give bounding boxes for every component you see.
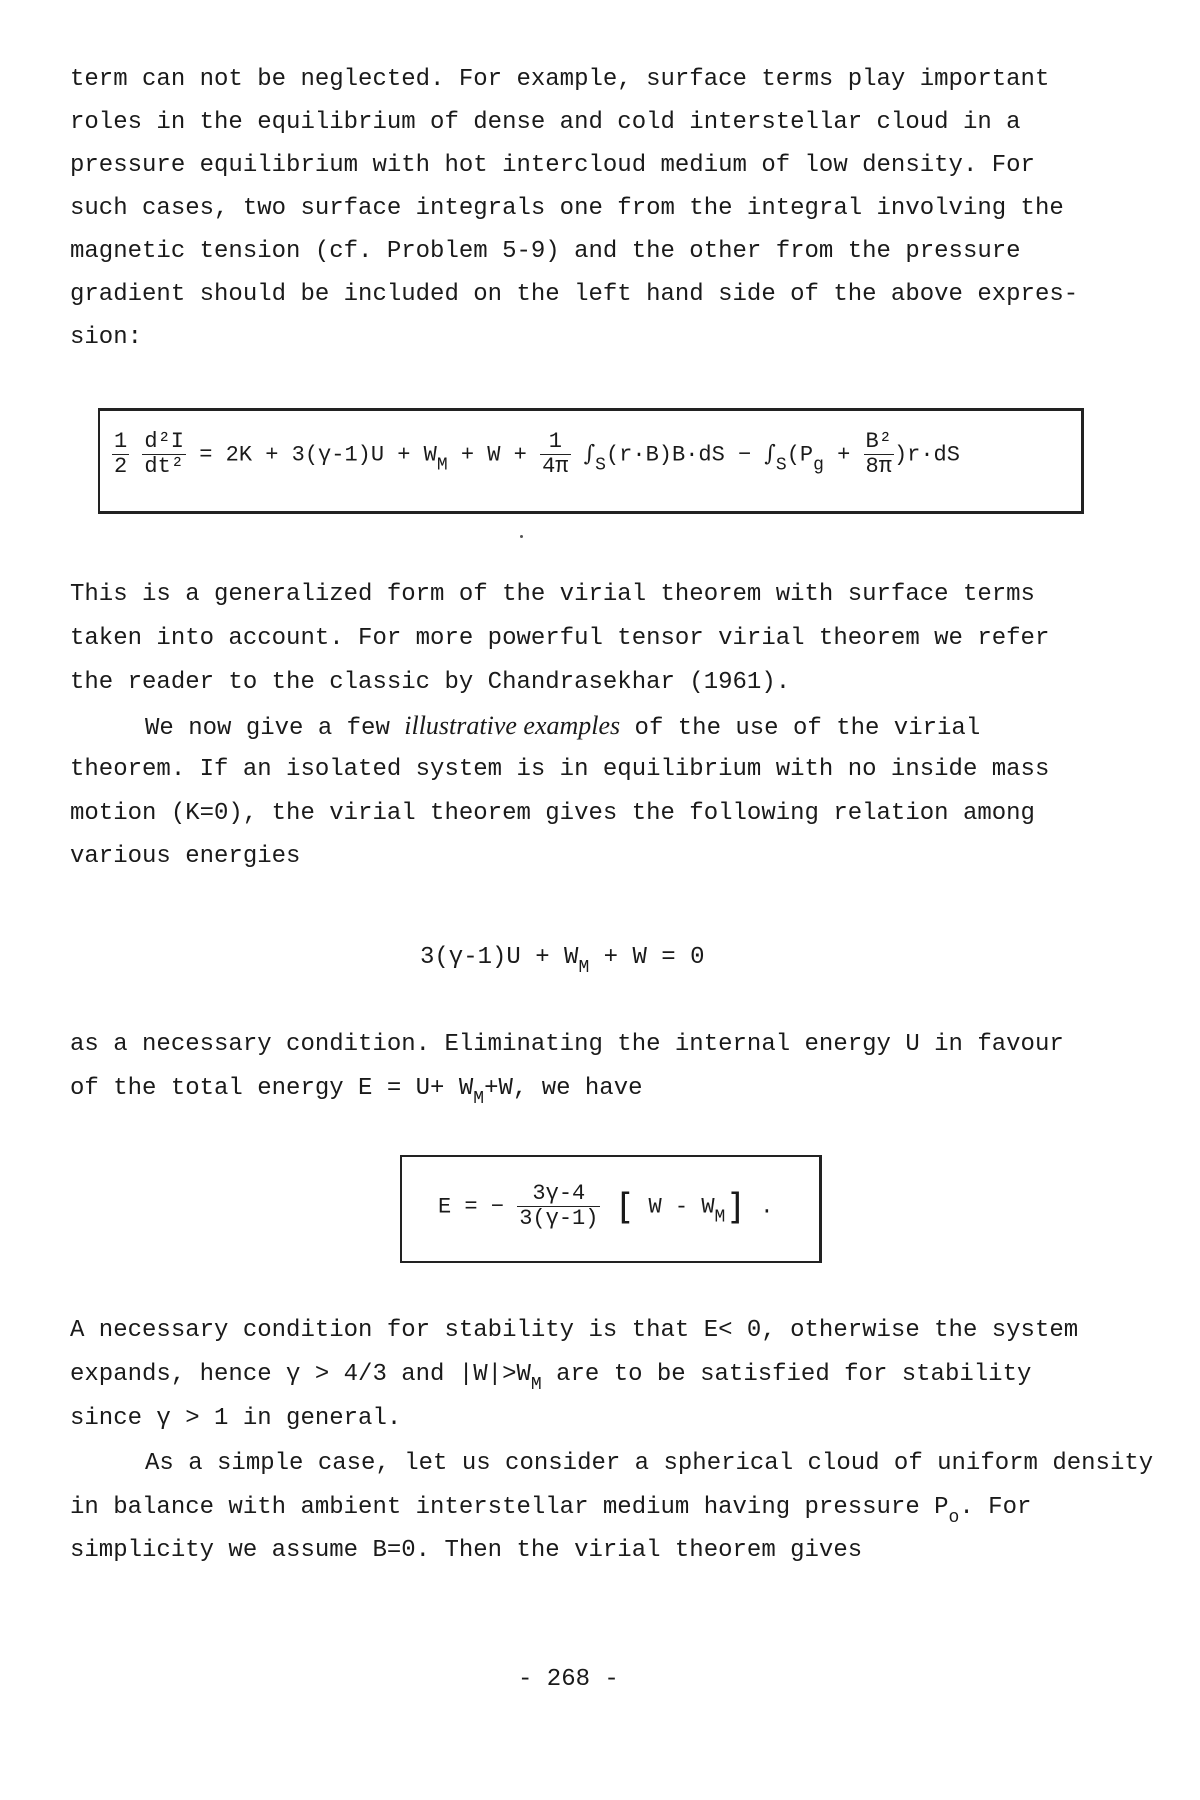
fraction-gamma <box>517 1182 600 1231</box>
paragraph-line: since γ > 1 in general. <box>70 1405 402 1432</box>
fraction-one-over-4pi <box>540 430 570 479</box>
equation-term: W - W <box>635 1194 715 1220</box>
equation-term: + <box>823 442 864 468</box>
text-run: of the use of the virial <box>620 715 981 742</box>
fraction-numerator: 1 <box>114 429 128 454</box>
paragraph-line <box>70 1360 1031 1400</box>
paragraph-line: taken into account. For more powerful tensor virial theorem we refer <box>70 625 1050 652</box>
bracket: [ <box>613 1186 636 1228</box>
text-run: +W, we have <box>484 1075 643 1102</box>
equation-term: + W + <box>460 442 527 468</box>
fraction-denominator: 2 <box>114 454 128 479</box>
equation-term: (P <box>786 442 814 468</box>
paragraph-line: magnetic tension (cf. Problem 5-9) and the other from the pressure <box>70 238 1021 265</box>
subscript: S <box>595 455 606 476</box>
equation-term: (r·B)B·dS − <box>605 442 765 468</box>
text-run: expands, hence γ > 4/3 and |W|>W <box>70 1361 531 1388</box>
paragraph-line: This is a generalized form of the virial theorem with surface terms <box>70 581 1035 608</box>
fraction-second-derivative <box>142 430 186 479</box>
subscript: M <box>473 1089 485 1109</box>
fraction-denominator: 4π <box>542 454 569 479</box>
equation-term: = 2K + 3(γ-1)U + W <box>199 442 437 468</box>
subscript: g <box>813 455 824 476</box>
text-run: are to be satisfied for stability <box>541 1361 1032 1388</box>
paragraph-line: roles in the equilibrium of dense and cold interstellar cloud in a <box>70 109 1021 136</box>
paragraph-line: sion: <box>70 324 143 351</box>
text-run: in balance with ambient interstellar medium having pressure P <box>70 1494 949 1521</box>
emphasized-text: illustrative examples <box>404 711 621 740</box>
paragraph-line: the reader to the classic by Chandrasekhar (1961). <box>70 669 791 696</box>
integral-sign: ∫ <box>583 441 596 467</box>
bracket: ] <box>725 1186 748 1228</box>
equation-term: E = − <box>438 1194 505 1220</box>
paragraph-line <box>70 1074 643 1114</box>
paragraph-line: as a necessary condition. Eliminating the internal energy U in favour <box>70 1031 1064 1058</box>
subscript: o <box>948 1508 960 1528</box>
fraction-denominator: 3(γ-1) <box>519 1206 599 1231</box>
subscript: M <box>714 1207 726 1228</box>
paragraph-line: simplicity we assume B=0. Then the virial theorem gives <box>70 1537 863 1564</box>
fraction-denominator: dt² <box>144 454 185 479</box>
paragraph-line: such cases, two surface integrals one from the integral involving the <box>70 195 1064 222</box>
paragraph-line: various energies <box>70 843 301 870</box>
paragraph-line: pressure equilibrium with hot intercloud medium of low density. For <box>70 152 1035 179</box>
equation-term: . <box>747 1194 774 1220</box>
page-number: - 268 - <box>518 1666 619 1693</box>
virial-equation <box>112 430 960 479</box>
paragraph-line: A necessary condition for stability is that E< 0, otherwise the system <box>70 1317 1079 1344</box>
subscript: M <box>436 455 448 476</box>
subscript: M <box>578 958 590 978</box>
paragraph-line: As a simple case, let us consider a spherical cloud of uniform density <box>145 1450 1154 1477</box>
paragraph-line: term can not be neglected. For example, surface terms play important <box>70 66 1050 93</box>
total-energy-equation <box>438 1182 773 1231</box>
text-run: of the total energy E = U+ W <box>70 1075 474 1102</box>
text-run: We now give a few <box>145 715 405 742</box>
fraction-numerator: 1 <box>540 430 570 455</box>
paragraph-line: gradient should be included on the left hand side of the above expres- <box>70 281 1079 308</box>
equation-term: )r·dS <box>893 442 960 468</box>
fraction-denominator: 8π <box>865 454 892 479</box>
subscript: M <box>530 1375 542 1395</box>
paragraph-line: motion (K=0), the virial theorem gives the following relation among <box>70 800 1035 827</box>
energy-relation-equation <box>420 944 704 978</box>
speck <box>520 535 523 538</box>
paragraph-line <box>145 711 980 744</box>
subscript: S <box>775 455 787 476</box>
fraction-one-half <box>112 430 129 479</box>
equation-term: 3(γ-1)U + W <box>420 944 579 971</box>
text-run: . For <box>959 1494 1032 1521</box>
integral-sign: ∫ <box>764 441 776 467</box>
paragraph-line <box>70 1493 1031 1533</box>
fraction-numerator: 3γ-4 <box>517 1182 600 1207</box>
fraction-numerator: B² <box>865 429 892 454</box>
fraction-numerator: d²I <box>144 429 185 454</box>
fraction-b2-over-8pi <box>864 430 894 479</box>
paragraph-line: theorem. If an isolated system is in equilibrium with no inside mass <box>70 756 1050 783</box>
equation-term: + W = 0 <box>589 944 705 971</box>
